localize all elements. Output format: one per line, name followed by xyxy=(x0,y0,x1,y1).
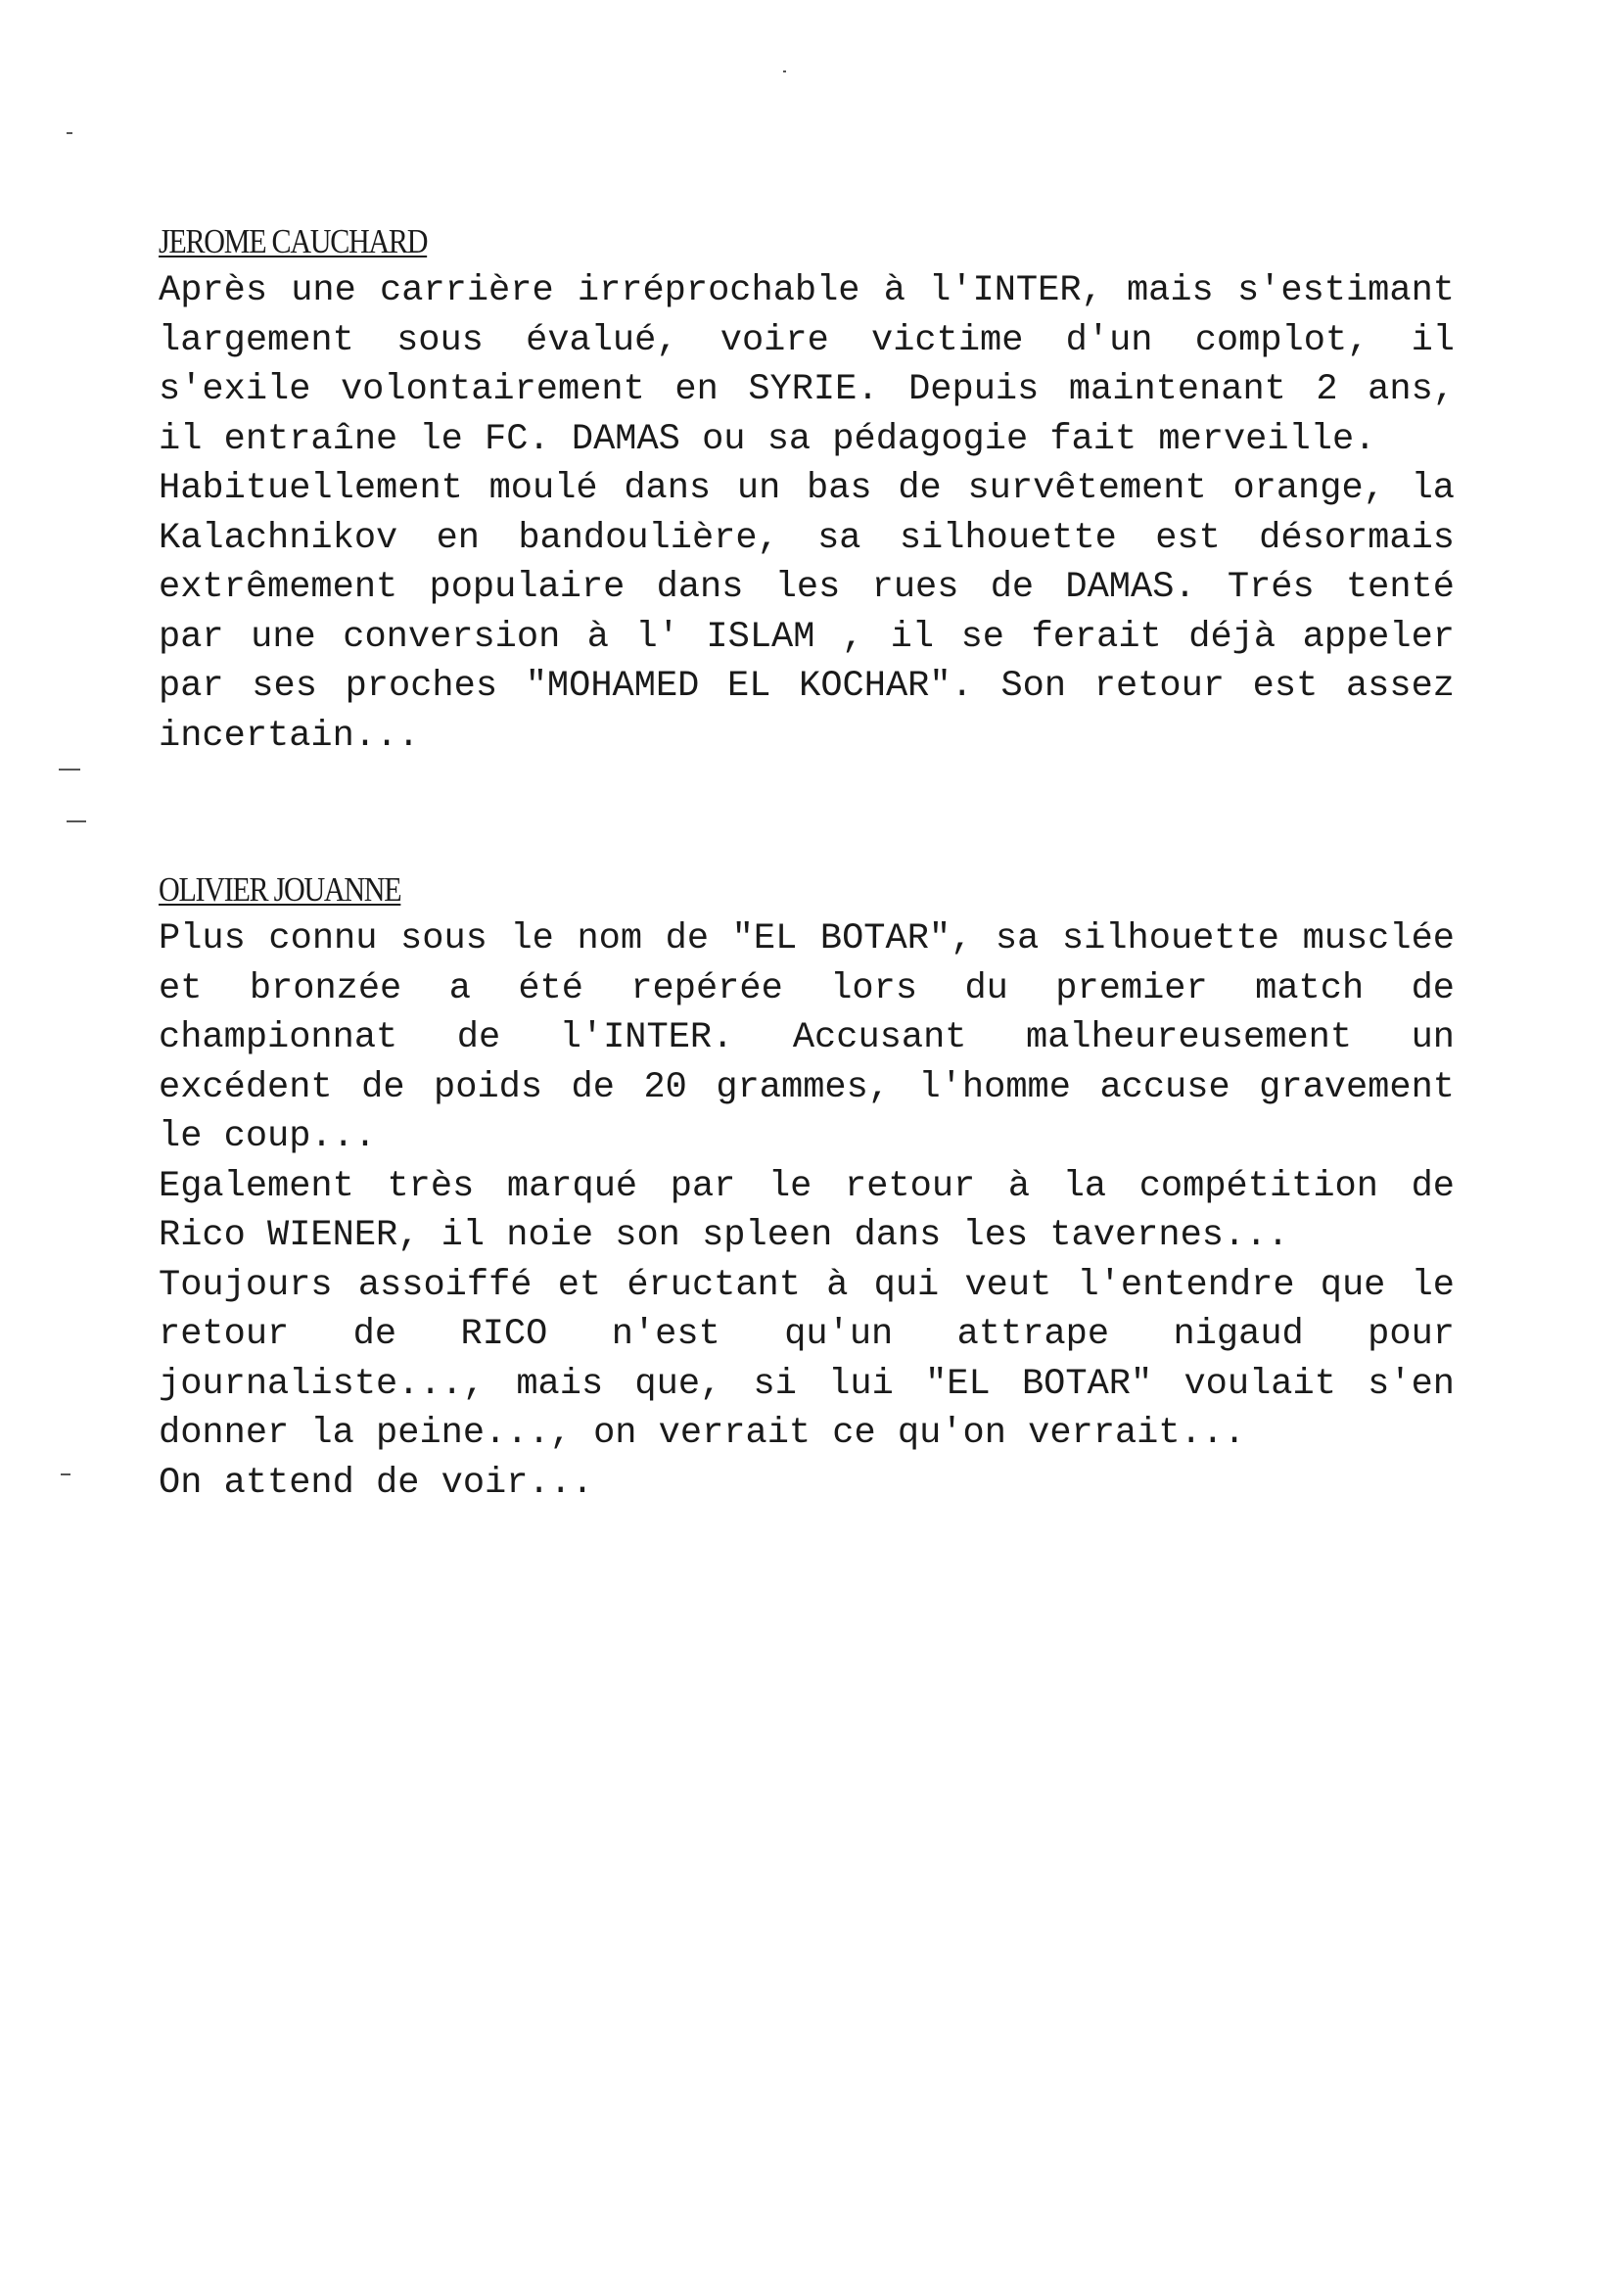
text-line: s'exile volontairement en SYRIE. Depuis maintenant 2 ans, xyxy=(159,369,1455,410)
scan-speck xyxy=(59,769,80,771)
section-olivier-jouanne xyxy=(159,865,1455,1508)
text-line: journaliste..., mais que, si lui "EL BOTAR" voulait s'en xyxy=(159,1363,1455,1405)
text-line: largement sous évalué, voire victime d'un complot, il xyxy=(159,319,1455,361)
text-line: On attend de voir... xyxy=(159,1462,594,1504)
text-line: Egalement très marqué par le retour à la compétition de xyxy=(159,1165,1455,1207)
text-line: Kalachnikov en bandoulière, sa silhouette est désormais xyxy=(159,517,1455,559)
scan-speck xyxy=(67,132,72,134)
text-line: Plus connu sous le nom de "EL BOTAR", sa silhouette musclée xyxy=(159,918,1455,959)
text-line: Rico WIENER, il noie son spleen dans les tavernes... xyxy=(159,1215,1289,1256)
section-heading: OLIVIER JOUANNE xyxy=(159,870,401,909)
text-line: Habituellement moulé dans un bas de survêtement orange, la xyxy=(159,468,1455,509)
text-line: incertain... xyxy=(159,715,420,757)
text-line: excédent de poids de 20 grammes, l'homme accuse gravement xyxy=(159,1066,1455,1108)
text-line: par ses proches "MOHAMED EL KOCHAR". Son retour est assez xyxy=(159,666,1455,707)
text-line: il entraîne le FC. DAMAS ou sa pédagogie fait merveille. xyxy=(159,418,1376,460)
text-line: Toujours assoiffé et éructant à qui veut l'entendre que le xyxy=(159,1264,1455,1306)
section-heading: JEROME CAUCHARD xyxy=(159,222,428,260)
text-line: par une conversion à l' ISLAM , il se ferait déjà appeler xyxy=(159,616,1455,658)
text-line: le coup... xyxy=(159,1116,377,1157)
section-jerome-cauchard xyxy=(159,217,1455,761)
text-line: donner la peine..., on verrait ce qu'on verrait... xyxy=(159,1413,1246,1454)
scan-speck xyxy=(67,820,86,822)
scan-speck xyxy=(783,70,786,72)
text-line: Après une carrière irréprochable à l'INTER, mais s'estimant xyxy=(159,270,1455,311)
text-line: extrêmement populaire dans les rues de DAMAS. Trés tenté xyxy=(159,567,1455,608)
scan-speck xyxy=(61,1473,70,1475)
text-line: retour de RICO n'est qu'un attrape nigaud pour xyxy=(159,1314,1455,1355)
text-line: et bronzée a été repérée lors du premier match de xyxy=(159,967,1455,1009)
text-line: championnat de l'INTER. Accusant malheureusement un xyxy=(159,1017,1455,1058)
